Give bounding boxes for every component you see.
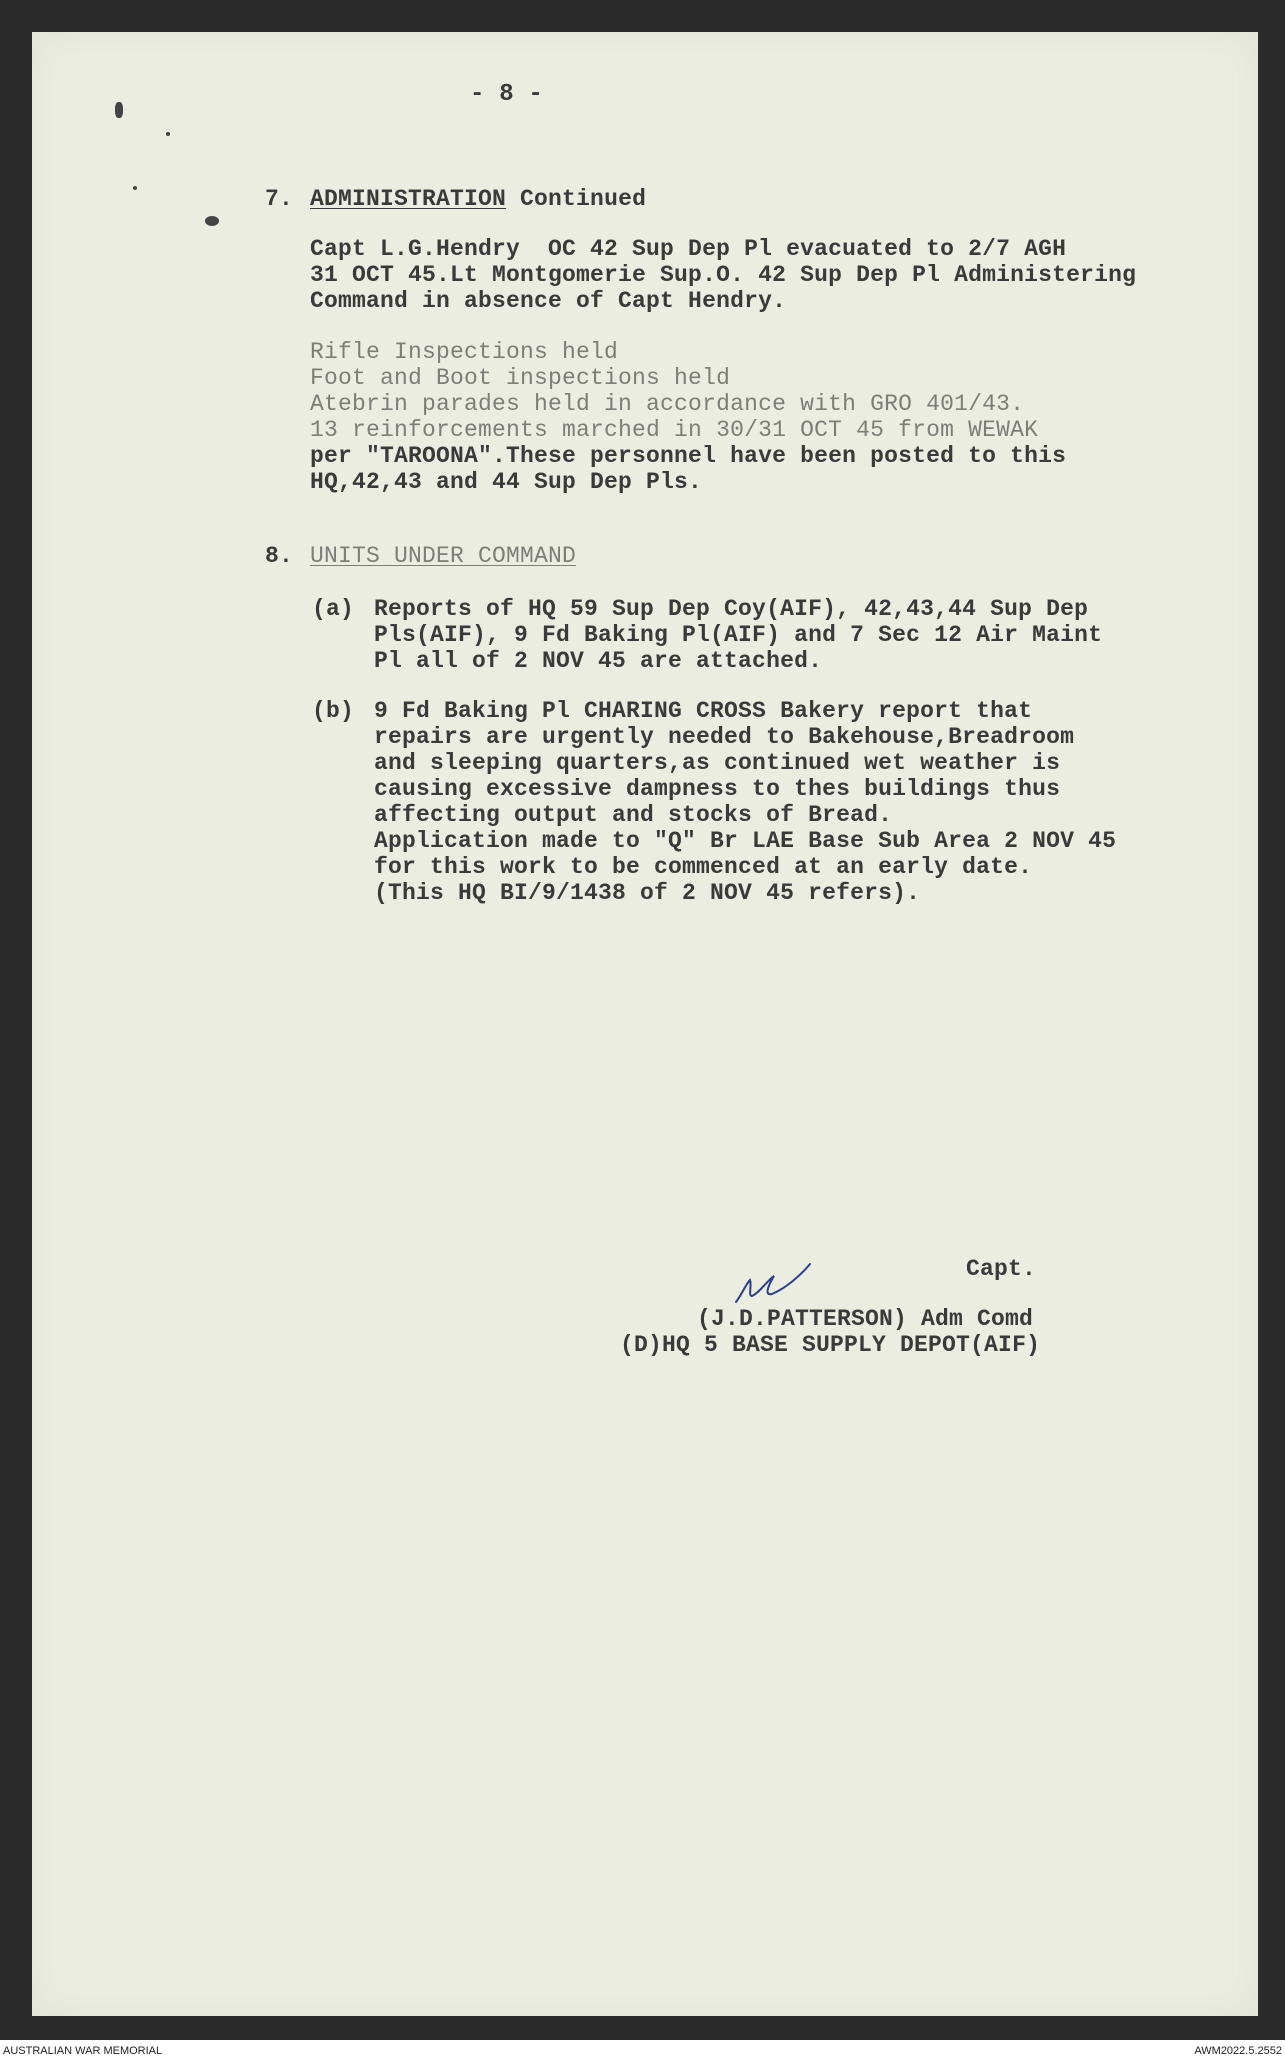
section-7-heading [310, 186, 646, 212]
paragraph-line: Rifle Inspections held [310, 339, 619, 365]
punch-hole-mark [115, 102, 123, 118]
item-a-line: Reports of HQ 59 Sup Dep Coy(AIF), 42,43,44 Sup Dep [374, 596, 1089, 622]
signatory-name: (J.D.PATTERSON) Adm Comd [697, 1306, 1034, 1332]
handwritten-signature [728, 1250, 818, 1310]
punch-hole-mark [205, 216, 219, 226]
archive-footer [0, 2040, 1285, 2061]
paragraph-line: Command in absence of Capt Hendry. [310, 288, 787, 314]
paragraph-line: Atebrin parades held in accordance with GRO 401/43. [310, 391, 1025, 417]
page-number: - 8 - [470, 81, 544, 108]
footer-archive-name: AUSTRALIAN WAR MEMORIAL [3, 2045, 163, 2057]
punch-hole-mark [133, 186, 137, 190]
signatory-unit: (D)HQ 5 BASE SUPPLY DEPOT(AIF) [620, 1332, 1041, 1358]
section-7-title: ADMINISTRATION [310, 186, 507, 212]
paragraph-line: HQ,42,43 and 44 Sup Dep Pls. [310, 469, 703, 495]
item-b-line: (This HQ BI/9/1438 of 2 NOV 45 refers). [374, 880, 921, 906]
item-b-line: Application made to "Q" Br LAE Base Sub Area 2 NOV 45 [374, 828, 1117, 854]
paragraph-line: Capt L.G.Hendry OC 42 Sup Dep Pl evacuated to 2/7 AGH [310, 236, 1067, 262]
item-a-label: (a) [312, 596, 355, 622]
section-8-number: 8. [265, 543, 294, 569]
item-b-line: for this work to be commenced at an early date. [374, 854, 1033, 880]
section-7-title-suffix: Continued [506, 186, 647, 212]
document-page [32, 32, 1258, 2016]
footer-accession-number: AWM2022.5.2552 [1194, 2045, 1282, 2057]
punch-hole-mark [166, 132, 170, 136]
paragraph-line: 13 reinforcements marched in 30/31 OCT 45 from WEWAK [310, 417, 1039, 443]
paragraph-line: Foot and Boot inspections held [310, 365, 731, 391]
paragraph-line: per "TAROONA".These personnel have been posted to this [310, 443, 1067, 469]
section-8-heading [310, 543, 576, 569]
paragraph-line: 31 OCT 45.Lt Montgomerie Sup.O. 42 Sup Dep Pl Administering [310, 262, 1137, 288]
section-7-number: 7. [265, 186, 294, 212]
item-b-line: affecting output and stocks of Bread. [374, 802, 893, 828]
item-a-line: Pl all of 2 NOV 45 are attached. [374, 648, 823, 674]
item-b-label: (b) [312, 698, 355, 724]
item-b-line: and sleeping quarters,as continued wet weather is [374, 750, 1061, 776]
item-b-line: 9 Fd Baking Pl CHARING CROSS Bakery report that [374, 698, 1033, 724]
section-8-title: UNITS UNDER COMMAND [310, 543, 577, 569]
item-b-line: repairs are urgently needed to Bakehouse,Breadroom [374, 724, 1075, 750]
item-a-line: Pls(AIF), 9 Fd Baking Pl(AIF) and 7 Sec 12 Air Maint [374, 622, 1103, 648]
signatory-rank: Capt. [966, 1256, 1037, 1282]
item-b-line: causing excessive dampness to thes buildings thus [374, 776, 1061, 802]
